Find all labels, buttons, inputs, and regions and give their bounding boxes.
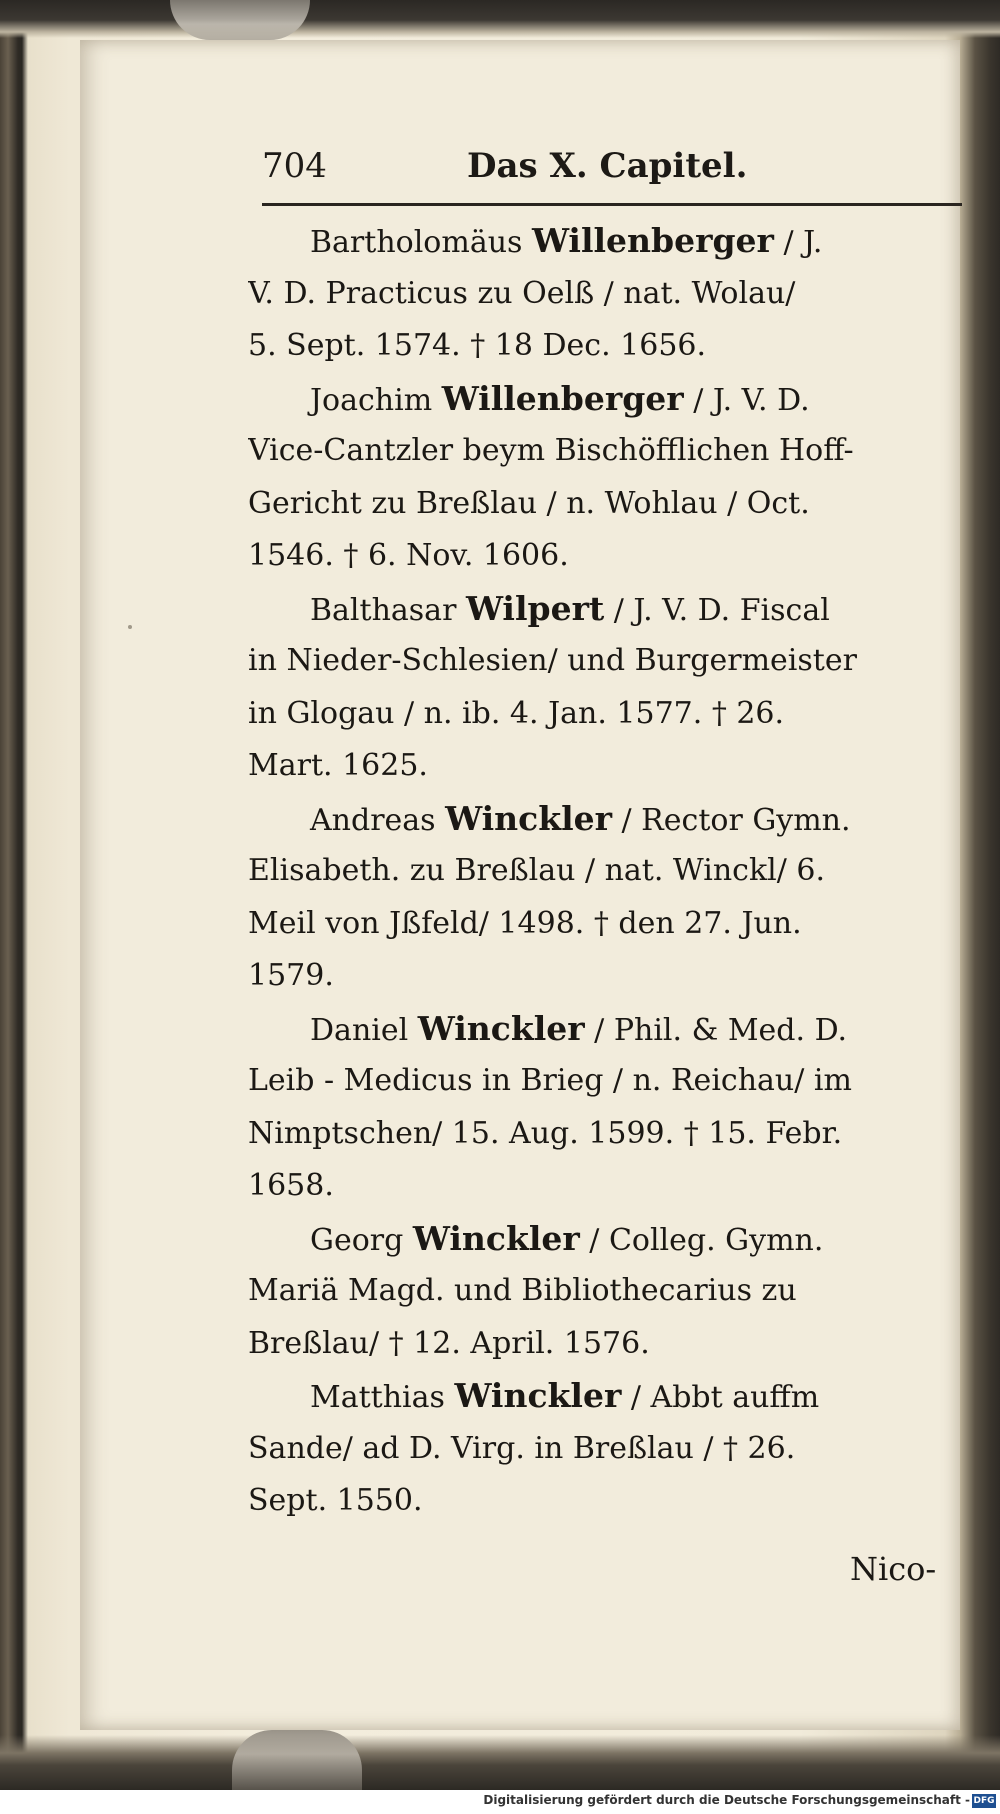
text-segment: Joachim bbox=[310, 382, 442, 418]
text-segment: Andreas bbox=[310, 802, 446, 838]
text-segment: Mart. 1625. bbox=[248, 748, 428, 783]
biography-entry bbox=[248, 215, 948, 373]
text-segment: 1546. † 6. Nov. 1606. bbox=[248, 538, 569, 573]
text-segment: / Phil. & Med. D. bbox=[584, 1012, 848, 1048]
header-rule bbox=[262, 203, 962, 206]
text-segment: Daniel bbox=[310, 1012, 418, 1048]
text-segment: 1658. bbox=[248, 1168, 334, 1203]
text-segment: Leib - Medicus in Brieg / n. Reichau/ im bbox=[248, 1063, 852, 1098]
page-clip-bottom bbox=[232, 1730, 362, 1790]
text-segment: / Abbt auffm bbox=[621, 1380, 820, 1415]
text-line bbox=[248, 320, 948, 373]
text-line bbox=[248, 530, 948, 583]
text-line bbox=[248, 1108, 948, 1161]
entry-surname: Winckler bbox=[412, 1218, 580, 1258]
entry-surname: Willenberger bbox=[531, 221, 774, 260]
text-line bbox=[248, 793, 948, 846]
text-segment: Sande/ ad D. Virg. in Breßlau / † 26. bbox=[248, 1430, 796, 1466]
text-line bbox=[248, 268, 948, 321]
entry-surname: Winckler bbox=[454, 1376, 622, 1415]
footer-credit: Digitalisierung gefördert durch die Deutsche Forschungsgemeinschaft - bbox=[483, 1793, 970, 1807]
text-line bbox=[248, 425, 948, 478]
entry-surname: Winckler bbox=[417, 1008, 585, 1048]
text-line bbox=[248, 1318, 948, 1371]
footer-bar bbox=[0, 1790, 1000, 1814]
catchword: Nico- bbox=[850, 1550, 937, 1588]
text-segment: 1579. bbox=[248, 958, 334, 993]
text-segment: Nimptschen/ 15. Aug. 1599. † 15. Febr. bbox=[248, 1115, 843, 1151]
text-segment: in Nieder-Schlesien/ und Burgermeister bbox=[248, 643, 857, 678]
book-top-edge bbox=[0, 0, 1000, 38]
text-segment: / J. bbox=[773, 225, 823, 260]
text-segment: / Colleg. Gymn. bbox=[579, 1222, 824, 1258]
text-line bbox=[248, 1370, 948, 1423]
text-segment: Mariä Magd. und Bibliothecarius zu bbox=[248, 1273, 797, 1308]
text-segment: / Rector Gymn. bbox=[612, 802, 851, 838]
text-segment: Bartholomäus bbox=[310, 225, 532, 260]
text-segment: Meil von Jßfeld/ 1498. † den 27. Jun. bbox=[248, 905, 802, 941]
book-bottom-edge bbox=[0, 1735, 1000, 1790]
text-segment: Elisabeth. zu Breßlau / nat. Winckl/ 6. bbox=[248, 853, 826, 888]
paper-speck bbox=[128, 625, 132, 629]
text-segment: Gericht zu Breßlau / n. Wohlau / Oct. bbox=[248, 485, 810, 521]
biography-entry bbox=[248, 1003, 948, 1213]
text-line bbox=[248, 1213, 948, 1266]
biography-entry bbox=[248, 583, 948, 793]
text-segment: V. D. Practicus zu Oelß / nat. Wolau/ bbox=[248, 275, 796, 311]
dfg-logo: DFG bbox=[973, 1796, 995, 1806]
text-line bbox=[248, 1003, 948, 1056]
entry-surname: Wilpert bbox=[465, 588, 605, 628]
biography-entry bbox=[248, 1213, 948, 1371]
text-line bbox=[248, 1423, 948, 1476]
text-segment: Vice-Cantzler beym Bischöfflichen Hoff- bbox=[248, 433, 854, 468]
text-line bbox=[248, 215, 948, 268]
text-line bbox=[248, 1265, 948, 1318]
text-line bbox=[248, 898, 948, 951]
text-line bbox=[248, 373, 948, 426]
text-line bbox=[248, 1055, 948, 1108]
text-line bbox=[248, 1475, 948, 1528]
page-clip-top bbox=[170, 0, 310, 40]
entry-surname: Winckler bbox=[445, 798, 612, 838]
text-segment: Matthias bbox=[310, 1380, 455, 1415]
page-number: 704 bbox=[262, 146, 327, 186]
text-line bbox=[248, 1160, 948, 1213]
text-line bbox=[248, 635, 948, 688]
biography-entry bbox=[248, 793, 948, 1003]
text-line bbox=[248, 583, 948, 636]
text-segment: / J. V. D. bbox=[683, 382, 810, 418]
text-segment: Sept. 1550. bbox=[248, 1483, 423, 1518]
text-line bbox=[248, 845, 948, 898]
text-segment: 5. Sept. 1574. † 18 Dec. 1656. bbox=[248, 328, 707, 363]
text-line bbox=[248, 740, 948, 793]
page-header bbox=[262, 146, 962, 186]
entry-surname: Willenberger bbox=[441, 378, 684, 418]
biography-entry bbox=[248, 1370, 948, 1528]
text-segment: in Glogau / n. ib. 4. Jan. 1577. † 26. bbox=[248, 695, 785, 731]
text-segment: Balthasar bbox=[310, 592, 466, 628]
text-line bbox=[248, 478, 948, 531]
text-segment: Breßlau/ † 12. April. 1576. bbox=[248, 1325, 650, 1361]
biography-entry bbox=[248, 373, 948, 583]
main-text bbox=[248, 215, 948, 1528]
text-line bbox=[248, 950, 948, 1003]
text-segment: / J. V. D. Fiscal bbox=[604, 592, 830, 628]
text-line bbox=[248, 688, 948, 741]
running-head: Das X. Capitel. bbox=[467, 146, 748, 186]
text-segment: Georg bbox=[310, 1222, 413, 1258]
